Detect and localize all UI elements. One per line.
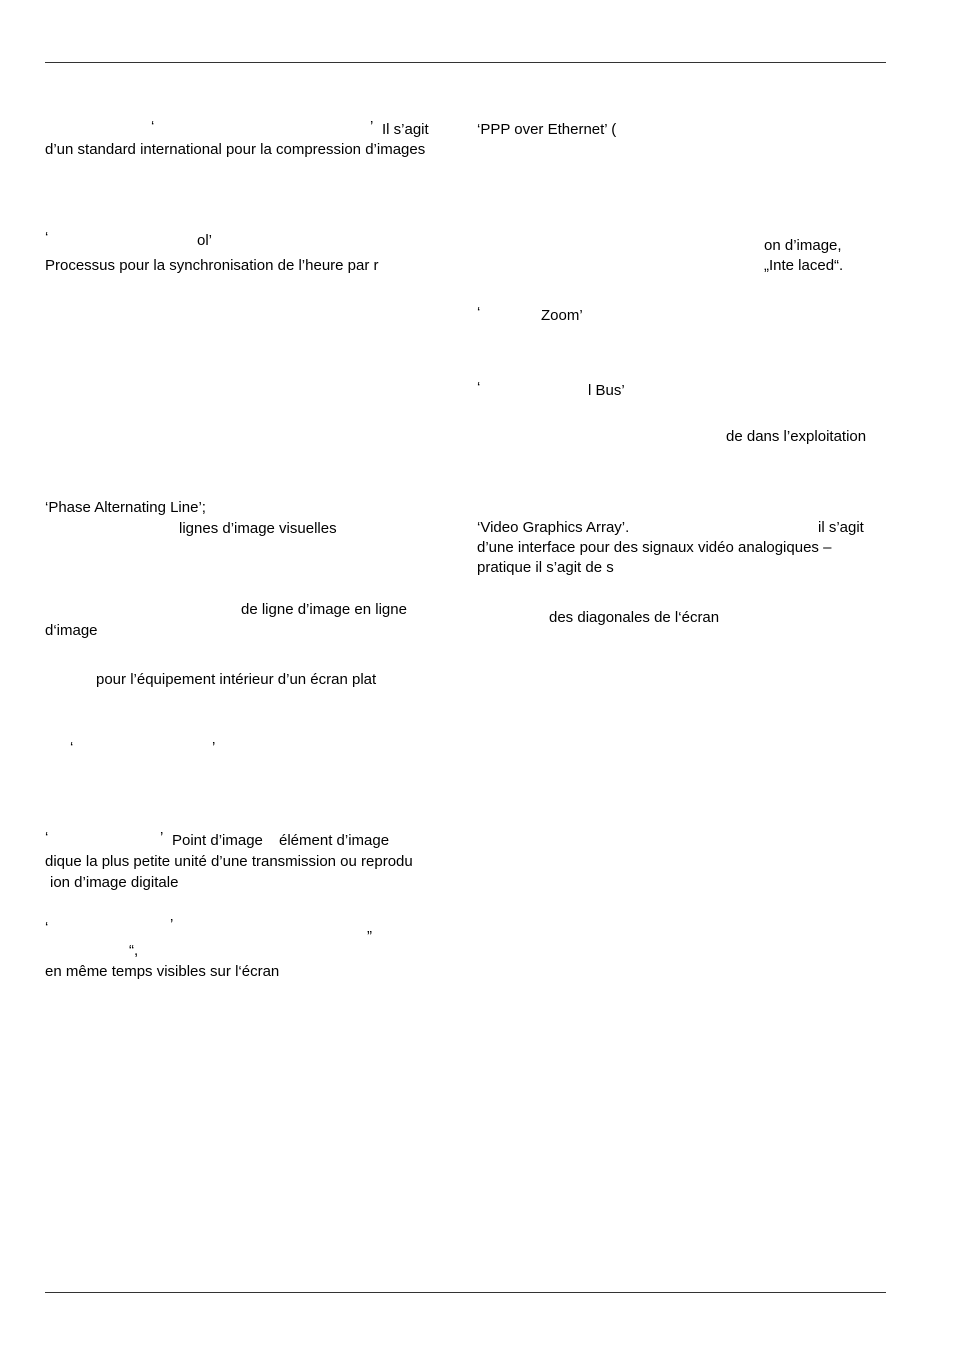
left-text-fragment: ‘: [45, 229, 49, 246]
left-text-line: d’un standard international pour la compression d’images: [45, 141, 426, 158]
right-text-fragment: l Bus’: [588, 382, 625, 399]
left-text-fragment: pour l’équipement intérieur d’un écran plat: [96, 671, 377, 688]
left-text-fragment: élément d’image: [279, 832, 390, 849]
left-text-fragment: Point d’image: [172, 832, 263, 849]
left-text-line: Processus pour la synchronisation de l’heure par r: [45, 257, 379, 274]
header-rule: [45, 62, 886, 63]
left-text-fragment: ’: [160, 829, 164, 846]
left-text-fragment: ‘: [151, 118, 155, 135]
left-text-fragment: ‘: [45, 829, 49, 846]
left-text-line: d‘image: [45, 622, 98, 639]
left-text-fragment: ’: [212, 739, 216, 756]
left-text-fragment: ‘: [45, 919, 49, 936]
left-text-fragment: ’: [370, 118, 374, 135]
left-text-fragment: lignes d’image visuelles: [179, 520, 337, 537]
left-text-fragment: de ligne d’image en ligne: [241, 601, 407, 618]
right-text-fragment: des diagonales de l‘écran: [549, 609, 720, 626]
left-text-fragment: “,: [129, 942, 139, 959]
right-text-fragment: on d’image,: [764, 237, 842, 254]
right-text-line: ‘Video Graphics Array’.: [477, 519, 630, 536]
right-text-fragment: ‘: [477, 379, 481, 396]
left-text-line: ion d’image digitale: [50, 874, 179, 891]
right-text-fragment: ‘: [477, 304, 481, 321]
left-text-line: en même temps visibles sur l‘écran: [45, 963, 280, 980]
right-text-fragment: il s’agit: [818, 519, 864, 536]
right-text-line: d’une interface pour des signaux vidéo analogiques –: [477, 539, 832, 556]
footer-rule: [45, 1292, 886, 1293]
left-text-fragment: ”: [367, 928, 372, 945]
left-text-line: ‘Phase Alternating Line’;: [45, 499, 206, 516]
right-text-fragment: Zoom’: [541, 307, 583, 324]
left-text-fragment: ‘: [70, 739, 74, 756]
right-text-line: pratique il s’agit de s: [477, 559, 614, 576]
right-text-fragment: „Inte laced“.: [764, 257, 844, 274]
left-text-fragment: Il s’agit: [382, 121, 429, 138]
left-text-fragment: ’: [170, 916, 174, 933]
left-text-line: dique la plus petite unité d’une transmission ou reprodu: [45, 853, 413, 870]
right-text-line: ‘PPP over Ethernet’ (: [477, 121, 617, 138]
left-text-fragment: ol’: [197, 232, 213, 249]
right-text-fragment: de dans l’exploitation: [726, 428, 867, 445]
